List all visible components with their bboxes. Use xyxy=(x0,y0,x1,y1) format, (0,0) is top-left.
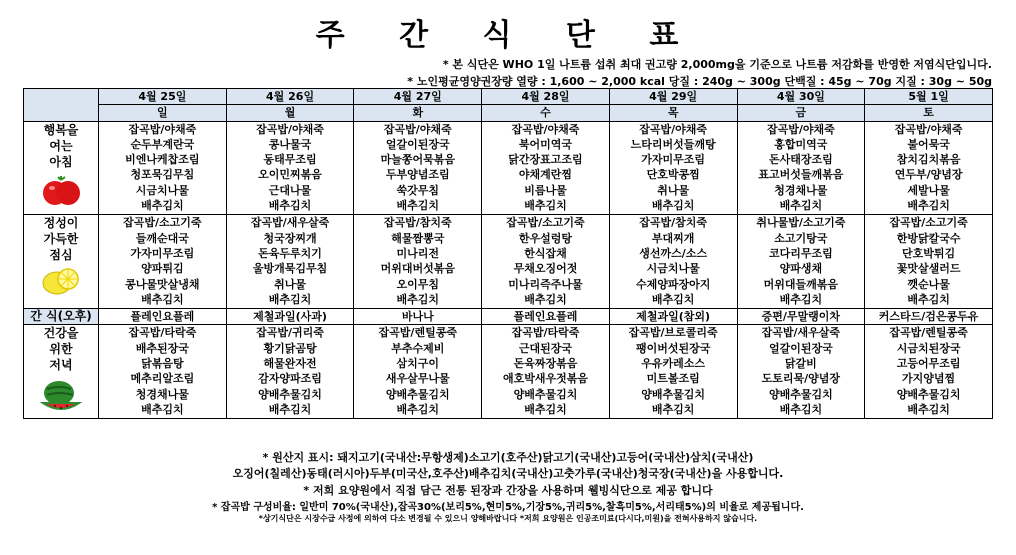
snack-menu-cell: 플레인요플레 xyxy=(99,309,227,325)
breakfast-menu-cell xyxy=(482,121,610,215)
menu-item: 가자미무조림 xyxy=(641,153,706,167)
menu-item: 단호박튀김 xyxy=(902,246,956,260)
menu-item: 두부양념조림 xyxy=(385,168,450,182)
menu-item: 시금치된장국 xyxy=(896,341,961,355)
menu-item: 배추김치 xyxy=(907,199,950,213)
date-cell: 4월 29일 xyxy=(609,89,737,105)
menu-item: 잡곡밥/야채죽 xyxy=(894,122,963,136)
menu-item: 시금치나물 xyxy=(135,183,189,197)
menu-item: 배추김치 xyxy=(141,402,184,416)
menu-item: 배추김치 xyxy=(651,199,695,213)
menu-item: 한우설렁탕 xyxy=(518,231,573,245)
date-cell: 4월 26일 xyxy=(226,89,354,105)
page-title: 주 간 식 단 표 xyxy=(315,18,701,53)
menu-item: 참치김치볶음 xyxy=(896,153,961,167)
menu-item: 잡곡밥/타락죽 xyxy=(128,326,197,340)
menu-item: 양파생채 xyxy=(779,262,823,276)
menu-item: 미나리전 xyxy=(396,246,440,260)
menu-item: 표고버섯들깨볶음 xyxy=(758,168,844,182)
menu-item: 느타리버섯들깨탕 xyxy=(630,137,716,151)
weekday-cell: 금 xyxy=(737,105,865,121)
date-cell: 4월 30일 xyxy=(737,89,865,105)
menu-item: 해물완자전 xyxy=(263,357,317,371)
watermelon-icon xyxy=(39,377,83,415)
menu-item: 도토리묵/양념장 xyxy=(761,372,841,386)
snack-row xyxy=(24,309,993,325)
menu-item: 잡곡밥/야채죽 xyxy=(766,122,835,136)
breakfast-label-line: 행복을 xyxy=(43,122,79,137)
menu-item: 새우살무나물 xyxy=(385,372,450,386)
menu-item: 비름나물 xyxy=(524,183,567,197)
menu-item: 취나물밥/소고기죽 xyxy=(756,216,846,230)
lunch-menu-cell xyxy=(737,215,865,309)
date-cell: 4월 25일 xyxy=(99,89,227,105)
lunch-menu-cell xyxy=(865,215,993,309)
menu-item: 양배추물김치 xyxy=(896,387,961,401)
snack-label-cell: 간 식(오후) xyxy=(24,309,99,325)
menu-item: 삼치구이 xyxy=(396,357,440,371)
menu-item: 배추김치 xyxy=(141,199,184,213)
breakfast-menu-cell xyxy=(737,121,865,215)
breakfast-menu-cell xyxy=(99,121,227,215)
weekday-cell: 목 xyxy=(609,105,737,121)
menu-item: 메추리알조림 xyxy=(130,372,195,386)
weekly-menu-table xyxy=(23,88,993,419)
menu-item: 잡곡밥/소고기죽 xyxy=(889,216,968,230)
menu-item: 수제양파장아지 xyxy=(635,277,711,291)
menu-item: 깻순나물 xyxy=(907,277,950,291)
lunch-menu-cell xyxy=(354,215,482,309)
dinner-menu-cell xyxy=(865,325,993,419)
lunch-label-cell xyxy=(24,215,99,309)
menu-item: 양배추물김치 xyxy=(513,387,578,401)
date-row xyxy=(24,89,993,105)
menu-item: 배추김치 xyxy=(651,402,695,416)
breakfast-label-line: 여는 xyxy=(49,138,73,153)
menu-item: 미트볼조림 xyxy=(646,372,700,386)
menu-item: 배추김치 xyxy=(268,292,312,306)
menu-item: 양파튀김 xyxy=(141,262,184,276)
menu-item: 잡곡밥/브로콜리죽 xyxy=(628,326,718,340)
menu-item: 머위대버섯볶음 xyxy=(380,262,455,276)
menu-item: 잡곡밥/소고기죽 xyxy=(123,216,202,230)
menu-item: 양배추물김치 xyxy=(768,387,833,401)
menu-item: 배추김치 xyxy=(396,292,440,306)
breakfast-menu-cell xyxy=(609,121,737,215)
change-notice: *상기식단은 시장수급 사정에 의하여 다소 변경될 수 있으니 양해바랍니다 *저희 요양원은 인공조미료(다시다,미원)을 전혀사용하지 않습니다. xyxy=(258,514,758,523)
menu-item: 야채계란찜 xyxy=(518,168,573,182)
menu-item: 배추김치 xyxy=(779,199,823,213)
menu-item: 동태무조림 xyxy=(263,153,317,167)
menu-item: 오이민찌볶음 xyxy=(258,168,322,182)
snack-menu-cell: 제철과일(참외) xyxy=(609,309,737,325)
dinner-label-line: 건강을 xyxy=(43,326,79,341)
tomato-icon xyxy=(41,174,81,212)
snack-menu-cell: 증편/무말랭이차 xyxy=(737,309,865,325)
menu-item: 배추된장국 xyxy=(135,341,189,355)
lunch-menu-cell xyxy=(99,215,227,309)
breakfast-menu-cell xyxy=(354,121,482,215)
menu-item: 잡곡밥/소고기죽 xyxy=(506,216,585,230)
menu-item: 배추김치 xyxy=(524,199,567,213)
menu-item: 비엔나케찹조림 xyxy=(125,153,200,167)
date-cell: 4월 28일 xyxy=(482,89,610,105)
menu-item: 애호박새우젓볶음 xyxy=(502,372,588,386)
menu-item: 청포묵김무침 xyxy=(130,168,195,182)
menu-item: 잡곡밥/렌틸콩죽 xyxy=(378,326,457,340)
menu-item: 근대된장국 xyxy=(518,341,573,355)
corner-cell xyxy=(24,89,99,122)
menu-item: 불어묵국 xyxy=(907,137,950,151)
menu-item: 양배추물김치 xyxy=(641,387,706,401)
menu-item: 청국장찌개 xyxy=(263,231,317,245)
lunch-label-line: 점심 xyxy=(49,248,73,263)
menu-item: 배추김치 xyxy=(907,292,950,306)
menu-item: 순두부계란국 xyxy=(130,137,195,151)
menu-item: 가자미무조림 xyxy=(130,246,195,260)
snack-menu-cell: 커스타드/검은콩두유 xyxy=(865,309,993,325)
menu-item: 감자양파조림 xyxy=(258,372,322,386)
menu-item: 해물짬뽕국 xyxy=(391,231,445,245)
date-cell: 4월 27일 xyxy=(354,89,482,105)
menu-item: 닭갈비 xyxy=(784,357,817,371)
menu-item: 잡곡밥/참치죽 xyxy=(383,216,452,230)
menu-item: 배추김치 xyxy=(268,402,312,416)
dinner-label-line: 위한 xyxy=(49,342,73,357)
nutrition-note: * 노인평균영양권장량 열량 : 1,600 ~ 2,000 kcal 당질 : 240g ~ 300g 단백질 : 45g ~ 70g 지질 : 30g ~ 50g xyxy=(407,75,992,88)
dinner-menu-cell xyxy=(482,325,610,419)
weekday-cell: 수 xyxy=(482,105,610,121)
menu-item: 가지양념찜 xyxy=(902,372,956,386)
menu-item: 근대나물 xyxy=(268,183,312,197)
menu-item: 돈사태장조림 xyxy=(768,153,833,167)
menu-item: 배추김치 xyxy=(779,292,823,306)
menu-item: 울방개묵김무침 xyxy=(252,262,328,276)
menu-item: 잡곡밥/야채죽 xyxy=(256,122,324,136)
menu-item: 코다리무조림 xyxy=(768,246,833,260)
menu-item: 잡곡밥/새우살죽 xyxy=(761,326,841,340)
dinner-label-line: 저녁 xyxy=(49,358,73,373)
menu-item: 청경채나물 xyxy=(135,387,189,401)
menu-item: 고등어무조림 xyxy=(896,357,961,371)
breakfast-label-line: 아침 xyxy=(49,154,73,169)
menu-item: 배추김치 xyxy=(141,292,184,306)
menu-item: 소고기탕국 xyxy=(774,231,828,245)
menu-item: 돈육짜장볶음 xyxy=(513,357,578,371)
menu-item: 배추김치 xyxy=(779,402,823,416)
dinner-menu-cell xyxy=(737,325,865,419)
menu-item: 생선까스/소스 xyxy=(639,246,708,260)
menu-item: 들깨순대국 xyxy=(135,231,189,245)
menu-item: 미나리즉주나물 xyxy=(508,277,583,291)
menu-item: 취나물 xyxy=(274,277,306,291)
menu-item: 오이무침 xyxy=(396,277,440,291)
lunch-row xyxy=(24,215,993,309)
menu-item: 배추김치 xyxy=(396,402,440,416)
menu-item: 부추수제비 xyxy=(391,341,445,355)
sodium-note: * 본 식단은 WHO 1일 나트륨 섭취 최대 권고량 2,000mg을 기준으로 나트륨 저감화를 반영한 저염식단입니다. xyxy=(442,58,992,71)
lunch-menu-cell xyxy=(226,215,354,309)
menu-item: 얼갈이된장국 xyxy=(385,137,450,151)
dinner-menu-cell xyxy=(99,325,227,419)
grain-ratio-note: * 잡곡밥 구성비율: 일반미 70%(국내산),잡곡30%(보리5%,현미5%,기장5%,귀리5%,찰흑미5%,서리태5%)의 비율로 제공됩니다. xyxy=(212,502,804,513)
menu-item: 잡곡밥/참치죽 xyxy=(639,216,708,230)
menu-item: 황기닭곰탕 xyxy=(263,341,317,355)
menu-item: 돈육두루치기 xyxy=(258,246,322,260)
origin-note-1: * 원산지 표시: 돼지고기(국내산:무항생제)소고기(호주산)닭고기(국내산)고등어(국내산)삼치(국내산) xyxy=(262,451,754,464)
weekday-cell: 화 xyxy=(354,105,482,121)
menu-item: 얼갈이된장국 xyxy=(768,341,833,355)
breakfast-menu-cell xyxy=(226,121,354,215)
dinner-menu-cell xyxy=(354,325,482,419)
origin-note-2: 오징어(칠레산)동태(러시아)두부(미국산,호주산)배추김치(국내산)고춧가루(국내산)청국장(국내산)을 사용합니다. xyxy=(232,467,784,480)
dinner-menu-cell xyxy=(226,325,354,419)
snack-menu-cell: 제철과일(사과) xyxy=(226,309,354,325)
weekday-row xyxy=(24,105,993,121)
dinner-row xyxy=(24,325,993,419)
menu-item: 닭볶음탕 xyxy=(141,357,184,371)
sauce-note: * 저희 요양원에서 직접 담근 전통 된장과 간장을 사용하며 웰빙식단으로 제공 합니다 xyxy=(303,484,713,497)
lemon-icon xyxy=(41,265,81,301)
menu-item: 시금치나물 xyxy=(646,262,700,276)
menu-item: 콩나물국 xyxy=(268,137,312,151)
menu-item: 한식잡채 xyxy=(524,246,567,260)
menu-item: 배추김치 xyxy=(396,199,440,213)
weekday-cell: 일 xyxy=(99,105,227,121)
menu-item: 취나물 xyxy=(657,183,690,197)
menu-item: 닭간장표고조림 xyxy=(508,153,583,167)
date-cell: 5월 1일 xyxy=(865,89,993,105)
menu-item: 무채오징어젓 xyxy=(513,262,578,276)
snack-menu-cell: 바나나 xyxy=(354,309,482,325)
menu-item: 한방닭칼국수 xyxy=(896,231,961,245)
menu-item: 마늘쫑어묵볶음 xyxy=(380,153,455,167)
menu-item: 양배추물김치 xyxy=(385,387,450,401)
menu-item: 우유카레소스 xyxy=(641,357,706,371)
weekday-cell: 토 xyxy=(865,105,993,121)
weekday-cell: 월 xyxy=(226,105,354,121)
menu-item: 머위대들깨볶음 xyxy=(763,277,839,291)
menu-item: 잡곡밥/귀리죽 xyxy=(256,326,324,340)
lunch-label-line: 가득한 xyxy=(43,232,79,247)
menu-item: 잡곡밥/야채죽 xyxy=(639,122,708,136)
menu-item: 배추김치 xyxy=(268,199,312,213)
lunch-label-line: 정성이 xyxy=(43,216,79,231)
lunch-menu-cell xyxy=(482,215,610,309)
menu-item: 부대찌개 xyxy=(651,231,695,245)
dinner-label-cell xyxy=(24,325,99,419)
menu-item: 세발나물 xyxy=(907,183,950,197)
menu-item: 잡곡밥/야채죽 xyxy=(383,122,452,136)
menu-item: 팽이버섯된장국 xyxy=(635,341,711,355)
menu-item: 잡곡밥/타락죽 xyxy=(511,326,580,340)
menu-item: 북어미역국 xyxy=(518,137,573,151)
menu-item: 연두부/양념장 xyxy=(894,168,963,182)
menu-item: 단호박콩찜 xyxy=(646,168,700,182)
menu-item: 잡곡밥/야채죽 xyxy=(128,122,197,136)
breakfast-label-cell xyxy=(24,121,99,215)
breakfast-menu-cell xyxy=(865,121,993,215)
breakfast-row xyxy=(24,121,993,215)
menu-item: 잡곡밥/야채죽 xyxy=(511,122,580,136)
menu-item: 쑥갓무침 xyxy=(396,183,440,197)
menu-item: 배추김치 xyxy=(524,292,567,306)
menu-item: 잡곡밥/렌틸콩죽 xyxy=(889,326,968,340)
dinner-menu-cell xyxy=(609,325,737,419)
menu-item: 잡곡밥/새우살죽 xyxy=(250,216,330,230)
lunch-menu-cell xyxy=(609,215,737,309)
menu-item: 꽃맛살샐러드 xyxy=(896,262,961,276)
menu-item: 배추김치 xyxy=(524,402,567,416)
menu-item: 양배추물김치 xyxy=(258,387,322,401)
menu-item: 홍합미역국 xyxy=(774,137,828,151)
menu-item: 청경채나물 xyxy=(774,183,828,197)
menu-item: 콩나물맛살냉채 xyxy=(125,277,200,291)
menu-item: 배추김치 xyxy=(651,292,695,306)
snack-menu-cell: 플레인요플레 xyxy=(482,309,610,325)
menu-item: 배추김치 xyxy=(907,402,950,416)
